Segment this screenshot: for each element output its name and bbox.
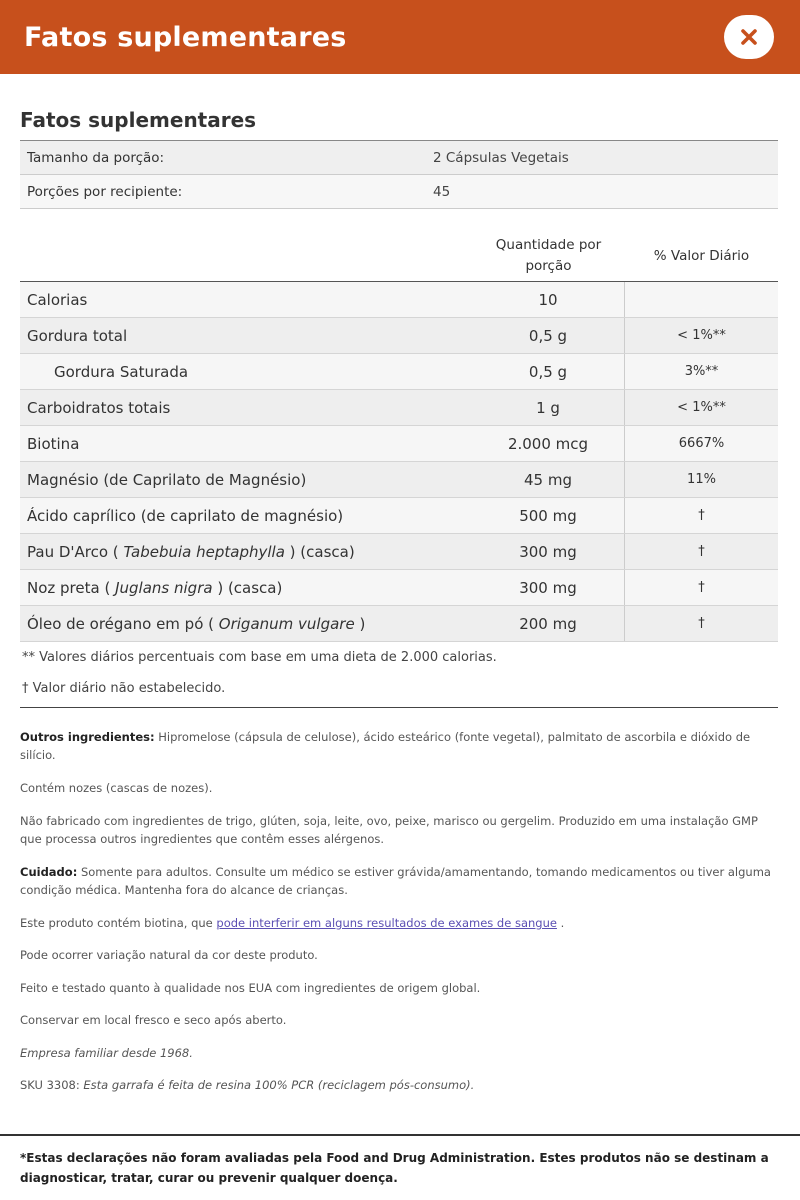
section-title: Fatos suplementares xyxy=(20,108,257,132)
blood-test-link[interactable]: pode interferir em alguns resultados de exames de sangue xyxy=(216,916,557,930)
modal-header xyxy=(0,0,800,74)
nutrient-name: Biotina xyxy=(27,434,80,453)
daily-value-column-header: % Valor Diário xyxy=(653,247,750,264)
nutrient-dv: 3%** xyxy=(684,364,719,379)
latin-name: Tabebuia heptaphylla xyxy=(123,542,285,561)
nutrient-name: Magnésio (de Caprilato de Magnésio) xyxy=(27,470,307,489)
nutrient-amount: 300 mg xyxy=(472,570,625,605)
nutrient-row xyxy=(20,282,778,318)
sku-notice xyxy=(20,1076,780,1094)
caution-text: Somente para adultos. Consulte um médico se estiver grávida/amamentando, tomando medicamentos ou tiver alguma condição médica. Mantenha fora do alcance de crianças. xyxy=(20,865,771,897)
latin-name: Juglans nigra xyxy=(115,578,213,597)
nutrient-dv: < 1%** xyxy=(677,328,726,343)
nutrient-dv: 11% xyxy=(687,472,716,487)
nutrient-row xyxy=(20,426,778,462)
sku-text: Esta garrafa é feita de resina 100% PCR (reciclagem pós-consumo). xyxy=(83,1078,475,1092)
serving-table xyxy=(20,140,778,209)
family-notice: Empresa familiar desde 1968. xyxy=(20,1046,193,1060)
name-prefix: Óleo de orégano em pó ( xyxy=(27,614,219,633)
nutrient-name xyxy=(20,543,472,561)
servings-label: Porções por recipiente: xyxy=(27,183,183,200)
servings-per-container-row xyxy=(20,175,778,209)
nutrient-dv: † xyxy=(698,580,705,595)
nutrient-row xyxy=(20,606,778,642)
nutrient-dv: † xyxy=(698,616,705,631)
nutrient-amount: 200 mg xyxy=(472,606,625,641)
daily-value-footnote: ** Valores diários percentuais com base em uma dieta de 2.000 calorias. xyxy=(22,650,497,665)
modal-title: Fatos suplementares xyxy=(24,21,347,53)
close-icon xyxy=(739,27,759,47)
biotin-suffix: . xyxy=(556,916,565,930)
nutrient-amount: 2.000 mcg xyxy=(472,426,625,461)
latin-name: Origanum vulgare xyxy=(218,614,355,633)
other-ingredients xyxy=(20,728,780,764)
servings-value: 45 xyxy=(433,183,451,200)
nutrient-name xyxy=(20,579,472,597)
name-suffix: ) (casca) xyxy=(212,578,283,597)
nutrient-dv: † xyxy=(698,508,705,523)
nutrient-name: Calorias xyxy=(27,290,88,309)
nutrient-name: Carboidratos totais xyxy=(27,398,171,417)
nutrient-amount: 1 g xyxy=(472,390,625,425)
nutrient-row xyxy=(20,570,778,606)
caution-notice xyxy=(20,863,780,899)
nutrient-name xyxy=(20,615,472,633)
divider xyxy=(20,707,778,708)
nutrient-name: Gordura total xyxy=(27,326,128,345)
serving-size-label: Tamanho da porção: xyxy=(27,149,165,166)
nutrient-dv: < 1%** xyxy=(677,400,726,415)
nutrient-rows xyxy=(20,282,778,642)
allergen-notice: Não fabricado com ingredientes de trigo, glúten, soja, leite, ovo, peixe, marisco ou gergelim. Produzido em uma instalação GMP que processa outros ingredientes que contêm esses alérgenos. xyxy=(20,814,758,846)
nutrient-amount: 300 mg xyxy=(472,534,625,569)
nutrients-header xyxy=(20,230,778,282)
name-suffix: ) (casca) xyxy=(284,542,355,561)
nutrient-amount: 500 mg xyxy=(472,498,625,533)
nuts-notice: Contém nozes (cascas de nozes). xyxy=(20,781,213,795)
nutrients-table xyxy=(20,230,778,642)
nutrient-amount: 10 xyxy=(472,282,625,317)
biotin-notice xyxy=(20,914,780,932)
nutrient-row xyxy=(20,318,778,354)
nutrient-amount: 45 mg xyxy=(472,462,625,497)
storage-notice: Conservar em local fresco e seco após aberto. xyxy=(20,1013,287,1027)
dagger-footnote: † Valor diário não estabelecido. xyxy=(22,681,226,696)
color-variation-notice: Pode ocorrer variação natural da cor deste produto. xyxy=(20,948,318,962)
nutrient-dv: † xyxy=(698,544,705,559)
name-prefix: Noz preta ( xyxy=(27,578,116,597)
tested-notice: Feito e testado quanto à qualidade nos EUA com ingredientes de origem global. xyxy=(20,981,481,995)
caution-label: Cuidado: xyxy=(20,865,78,879)
fda-disclaimer: *Estas declarações não foram avaliadas pela Food and Drug Administration. Estes produtos não se destinam a diagnosticar, tratar, curar ou prevenir qualquer doença. xyxy=(20,1151,769,1185)
nutrient-amount: 0,5 g xyxy=(472,354,625,389)
nutrient-name: Gordura Saturada xyxy=(54,362,189,381)
biotin-text: Este produto contém biotina, que xyxy=(20,916,217,930)
nutrient-name: Ácido caprílico (de caprilato de magnésio) xyxy=(27,506,344,525)
nutrient-row xyxy=(20,390,778,426)
nutrient-row xyxy=(20,498,778,534)
other-ingredients-text: Hipromelose (cápsula de celulose), ácido esteárico (fonte vegetal), palmitato de ascorbila e dióxido de silício. xyxy=(20,730,751,762)
disclaimer-divider xyxy=(0,1134,800,1136)
nutrient-row xyxy=(20,534,778,570)
nutrient-row xyxy=(20,462,778,498)
close-button[interactable] xyxy=(724,15,774,59)
serving-size-value: 2 Cápsulas Vegetais xyxy=(433,149,569,166)
header-spacer xyxy=(20,230,472,281)
sku-label: SKU 3308: xyxy=(20,1078,84,1092)
other-ingredients-label: Outros ingredientes: xyxy=(20,730,155,744)
nutrient-amount: 0,5 g xyxy=(472,318,625,353)
supplement-facts-panel xyxy=(0,74,800,1114)
amount-column-header: Quantidade por porção xyxy=(495,236,602,274)
serving-size-row xyxy=(20,141,778,175)
nutrient-row xyxy=(20,354,778,390)
name-prefix: Pau D'Arco ( xyxy=(27,542,124,561)
name-suffix: ) xyxy=(354,614,366,633)
nutrient-dv: 6667% xyxy=(678,436,725,451)
